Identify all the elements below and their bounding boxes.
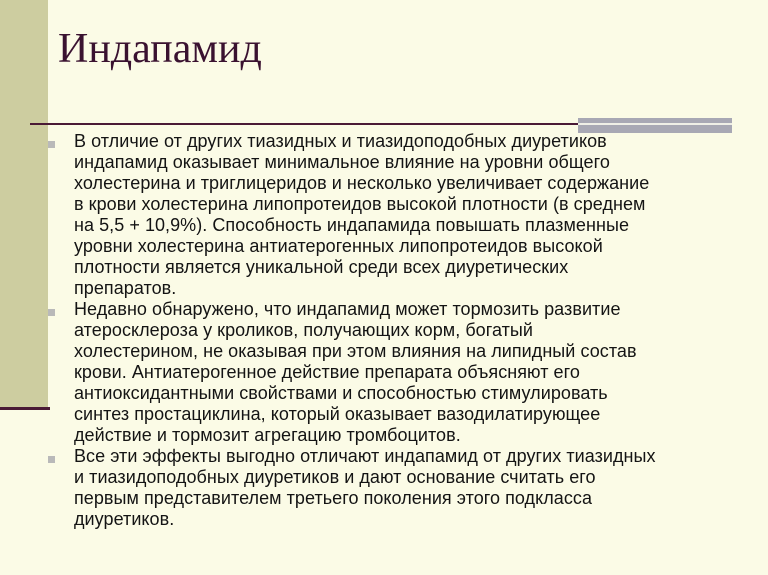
text-line: Все эти эффекты выгодно отличают индапамид от других тиазидных — [74, 446, 656, 466]
bullet-item — [48, 446, 768, 530]
text-line: действие и тормозит агрегацию тромбоцитов. — [74, 425, 461, 445]
text-line: на 5,5 + 10,9%). Способность индапамида повышать плазменные — [74, 215, 629, 235]
text-line: антиоксидантными свойствами и способностью стимулировать — [74, 383, 608, 403]
slide-title: Индапамид — [58, 26, 262, 72]
text-line: холестерина и триглицеридов и несколько увеличивает содержание — [74, 173, 650, 193]
bullet-list — [48, 131, 768, 530]
title-divider-accent-line — [578, 123, 732, 125]
text-line: Недавно обнаружено, что индапамид может тормозить развитие — [74, 299, 621, 319]
square-bullet-icon — [48, 309, 55, 316]
bullet-item — [48, 131, 768, 299]
text-line: препаратов. — [74, 278, 177, 298]
text-line: и тиазидоподобных диуретиков и дают основание считать его — [74, 467, 596, 487]
text-line: атеросклероза у кроликов, получающих корм, богатый — [74, 320, 534, 340]
text-line: В отличие от других тиазидных и тиазидоподобных диуретиков — [74, 131, 607, 151]
text-line: первым представителем третьего поколения этого подкласса — [74, 488, 593, 508]
square-bullet-icon — [48, 456, 55, 463]
text-line: диуретиков. — [74, 509, 175, 529]
text-line: плотности является уникальной среди всех диуретических — [74, 257, 569, 277]
bullet-text — [74, 131, 768, 299]
bullet-item — [48, 299, 768, 446]
text-line: крови. Антиатерогенное действие препарата объясняют его — [74, 362, 580, 382]
text-line: индапамид оказывает минимальное влияние на уровни общего — [74, 152, 610, 172]
text-line: синтез простациклина, который оказывает вазодилатирующее — [74, 404, 601, 424]
left-band-rule — [0, 407, 50, 410]
square-bullet-icon — [48, 141, 55, 148]
text-line: уровни холестерина антиатерогенных липопротеидов высокой — [74, 236, 603, 256]
bullet-text — [74, 446, 768, 530]
bullet-text — [74, 299, 768, 446]
text-line: холестерином, не оказывая при этом влияния на липидный состав — [74, 341, 637, 361]
left-decorative-band — [0, 0, 48, 408]
text-line: в крови холестерина липопротеидов высокой плотности (в среднем — [74, 194, 646, 214]
